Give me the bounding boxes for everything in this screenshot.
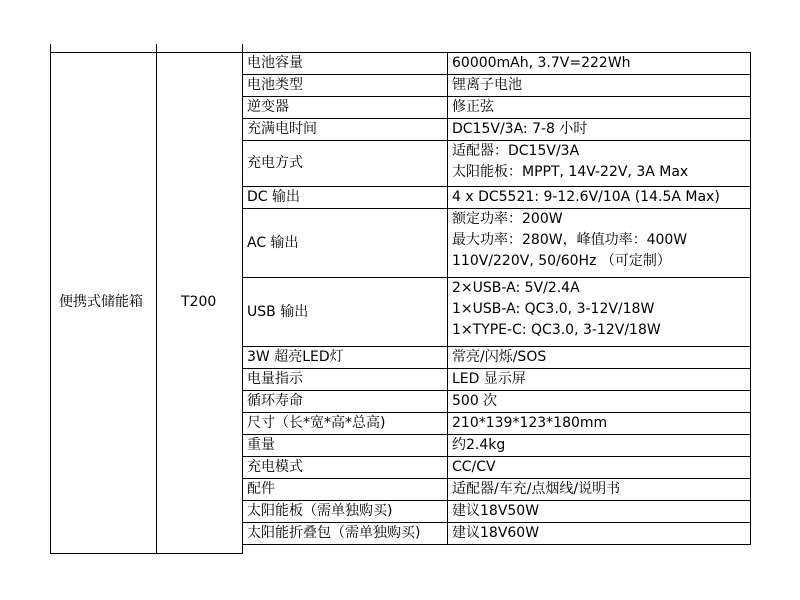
param-label: AC 输出 xyxy=(243,209,448,278)
param-value-cell xyxy=(448,479,751,501)
param-value-cell xyxy=(448,141,751,187)
spec-table xyxy=(50,44,751,554)
param-value-cell xyxy=(448,413,751,435)
blank-cell xyxy=(243,545,448,554)
param-value-line: 适配器/车充/点烟线/说明书 xyxy=(452,481,621,497)
param-value-line: 1×USB-A: QC3.0, 3-12V/18W xyxy=(452,301,655,317)
table-top-edge xyxy=(51,44,751,53)
param-value-line: 太阳能板：MPPT, 14V-22V, 3A Max xyxy=(452,164,689,180)
param-value-line: 修正弦 xyxy=(452,99,494,115)
param-value-line: 建议18V50W xyxy=(452,503,540,519)
param-label: 电池容量 xyxy=(243,53,448,75)
param-value-cell xyxy=(448,369,751,391)
param-value-cell xyxy=(448,501,751,523)
table-row xyxy=(51,53,751,75)
blank-cell xyxy=(448,44,751,53)
param-value-cell xyxy=(448,435,751,457)
param-label: DC 输出 xyxy=(243,187,448,209)
param-value-line: 210*139*123*180mm xyxy=(452,415,608,431)
param-value-line: 约2.4kg xyxy=(452,437,506,453)
product-name-cell: 便携式储能箱 xyxy=(51,53,157,554)
param-value-line: CC/CV xyxy=(452,459,496,475)
param-value-line: 4 x DC5521: 9-12.6V/10A (14.5A Max) xyxy=(452,189,720,205)
param-value-cell xyxy=(448,53,751,75)
param-value-cell xyxy=(448,391,751,413)
param-value-line: DC15V/3A: 7-8 小时 xyxy=(452,121,588,137)
param-label: USB 输出 xyxy=(243,278,448,347)
param-value-line: 建议18V60W xyxy=(452,525,540,541)
param-label: 太阳能折叠包（需单独购买) xyxy=(243,523,448,545)
param-label: 循环寿命 xyxy=(243,391,448,413)
blank-cell xyxy=(243,44,448,53)
param-label: 充电方式 xyxy=(243,141,448,187)
param-value-line: 常亮/闪烁/SOS xyxy=(452,349,547,365)
param-label: 充满电时间 xyxy=(243,119,448,141)
param-value-line: 110V/220V, 50/60Hz （可定制） xyxy=(452,253,671,269)
model-cell-top xyxy=(157,44,243,53)
param-value-line: 500 次 xyxy=(452,393,498,409)
param-value-cell xyxy=(448,75,751,97)
product-cell-top xyxy=(51,44,157,53)
param-value-cell xyxy=(448,523,751,545)
param-value-line: 60000mAh, 3.7V=222Wh xyxy=(452,55,631,71)
param-label: 3W 超亮LED灯 xyxy=(243,347,448,369)
param-label: 配件 xyxy=(243,479,448,501)
param-value-line: 额定功率：200W xyxy=(452,211,563,227)
param-label: 逆变器 xyxy=(243,97,448,119)
param-value-line: 适配器：DC15V/3A xyxy=(452,143,580,159)
param-value-cell xyxy=(448,209,751,278)
model-name-cell: T200 xyxy=(157,53,243,554)
param-label: 太阳能板（需单独购买) xyxy=(243,501,448,523)
param-label: 尺寸（长*宽*高*总高) xyxy=(243,413,448,435)
param-value-line: LED 显示屏 xyxy=(452,371,526,387)
param-value-cell xyxy=(448,278,751,347)
param-label: 电池类型 xyxy=(243,75,448,97)
param-label: 充电模式 xyxy=(243,457,448,479)
param-value-line: 2×USB-A: 5V/2.4A xyxy=(452,280,580,296)
param-label: 重量 xyxy=(243,435,448,457)
param-value-cell xyxy=(448,119,751,141)
param-value-line: 1×TYPE-C: QC3.0, 3-12V/18W xyxy=(452,322,661,338)
param-value-cell xyxy=(448,347,751,369)
param-value-cell xyxy=(448,97,751,119)
param-label: 电量指示 xyxy=(243,369,448,391)
param-value-line: 锂离子电池 xyxy=(452,77,522,93)
param-value-cell xyxy=(448,457,751,479)
spec-table-body xyxy=(51,44,751,553)
param-value-cell xyxy=(448,187,751,209)
blank-cell xyxy=(448,545,751,554)
param-value-line: 最大功率：280W，峰值功率：400W xyxy=(452,232,688,248)
